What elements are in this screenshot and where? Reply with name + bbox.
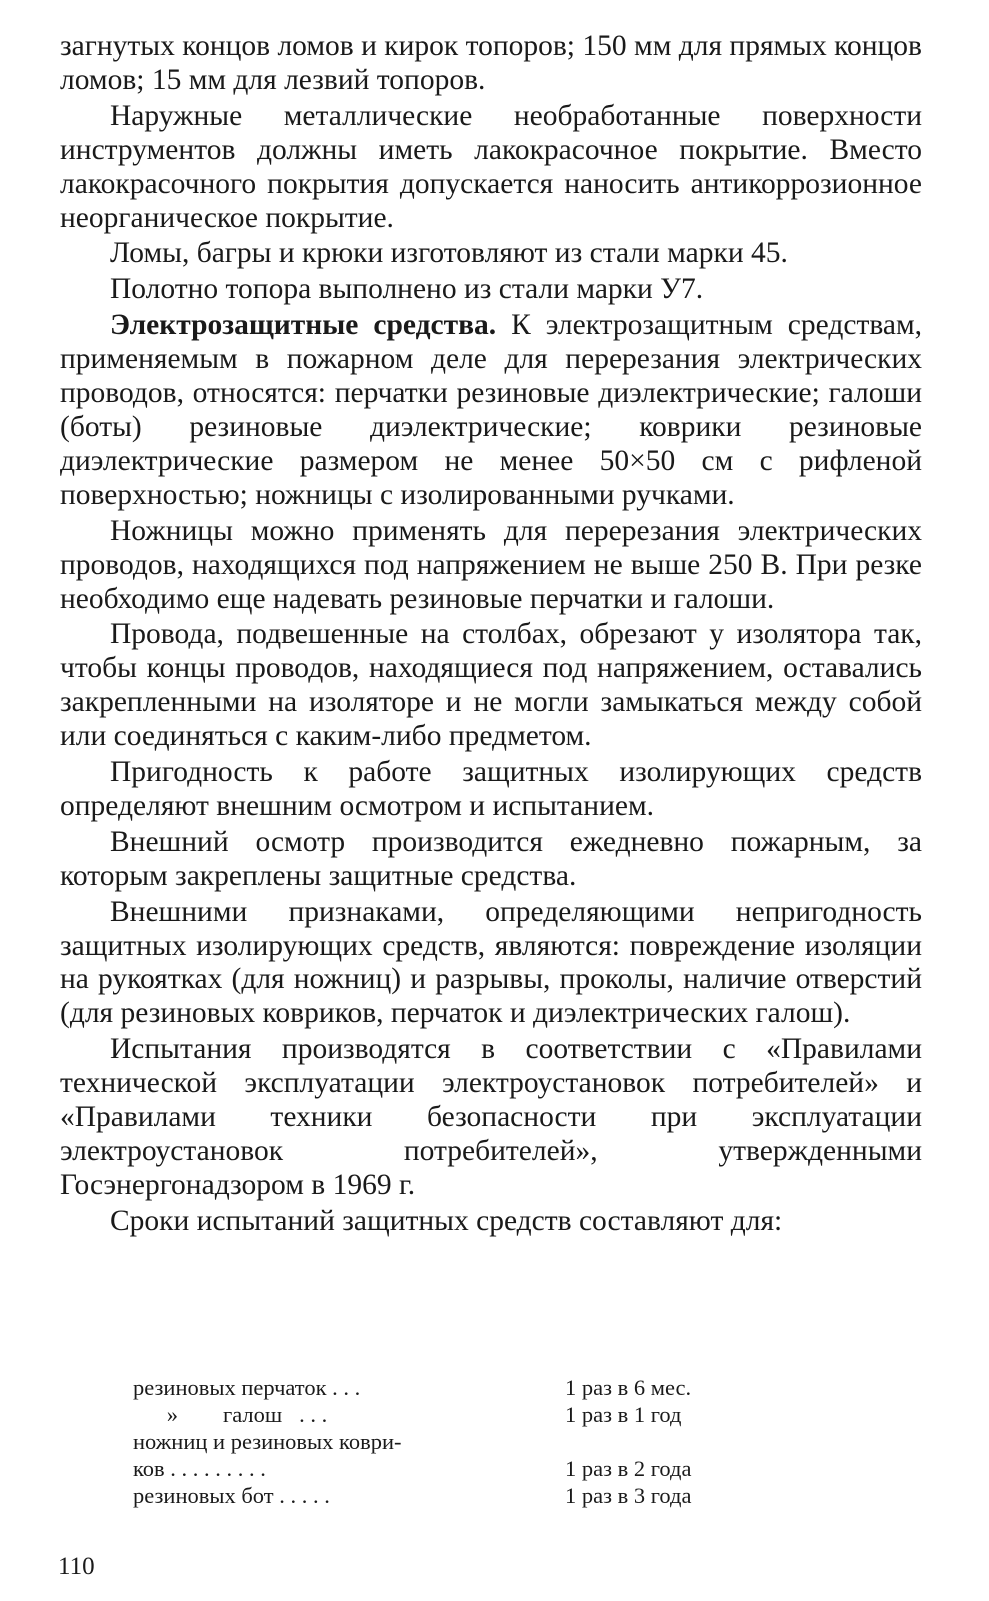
schedule-item: резиновых бот . . . . . — [133, 1483, 330, 1508]
paragraph: загнутых концов ломов и кирок топоров; 150 мм для прямых концов ломов; 15 мм для лезвий топоров. — [60, 30, 922, 96]
schedule-interval: 1 раз в 3 года — [565, 1483, 692, 1508]
paragraph: Сроки испытаний защитных средств составляют для: — [110, 1204, 783, 1237]
paragraph: Провода, подвешенные на столбах, обрезают у изолятора так, чтобы концы проводов, находящиеся под напряжением, оставались закрепленными на изоляторе и не могли замыкаться между собой или соединяться с каким-либо предметом. — [60, 618, 922, 753]
paragraph: Полотно топора выполнено из стали марки У7. — [110, 273, 704, 306]
schedule-interval: 1 раз в 6 мес. — [565, 1375, 692, 1400]
paragraph: Наружные металлические необработанные поверхности инструментов должны иметь лакокрасочное покрытие. Вместо лакокрасочного покрытия допускается наносить антикоррозионное неорганическое покрытие. — [60, 99, 922, 234]
schedule-item: ножниц и резиновых коври- — [133, 1429, 402, 1454]
schedule-item: ков . . . . . . . . . — [133, 1456, 266, 1481]
body-text — [60, 30, 922, 1241]
schedule-interval: 1 раз в 1 год — [565, 1402, 682, 1427]
paragraph: Испытания производятся в соответствии с «Правилами технической эксплуатации электроустановок потребителей» и «Правилами техники безопасности при эксплуатации электроустановок потребителей», утвержденными Госэнергонадзором в 1969 г. — [60, 1033, 922, 1201]
paragraph: Ножницы можно применять для перерезания электрических проводов, находящихся под напряжением не выше 250 В. При резке необходимо еще надевать резиновые перчатки и галоши. — [60, 514, 922, 615]
page-number: 110 — [58, 1553, 95, 1580]
schedule-item: » галош . . . — [133, 1402, 328, 1427]
section-heading: Электрозащитные средства. — [110, 309, 497, 342]
paragraph: Ломы, багры и крюки изготовляют из стали марки 45. — [110, 237, 788, 270]
paragraph: Внешними признаками, определяющими непригодность защитных изолирующих средств, являются: повреждение изоляции на рукоятках (для ножниц) и разрывы, проколы, наличие отверстий (для резиновых ковриков, перчаток и диэлектрических галош). — [60, 895, 922, 1030]
paragraph-text: К электрозащитным средствам, применяемым в пожарном деле для перерезания электрических проводов, относятся: перчатки резиновые диэлектрические; галоши (боты) резиновые диэлектрические; коврики резиновые диэлектрические размером не менее 50×50 см с рифленой поверхностью; ножницы с изолированными ручками. — [60, 309, 923, 511]
schedule-interval: 1 раз в 2 года — [565, 1456, 692, 1481]
schedule-item: резиновых перчаток . . . — [133, 1375, 361, 1400]
paragraph: Пригодность к работе защитных изолирующих средств определяют внешним осмотром и испытанием. — [60, 756, 922, 822]
paragraph: Внешний осмотр производится ежедневно пожарным, за которым закреплены защитные средства. — [60, 825, 922, 892]
paragraph-electro — [60, 309, 922, 512]
